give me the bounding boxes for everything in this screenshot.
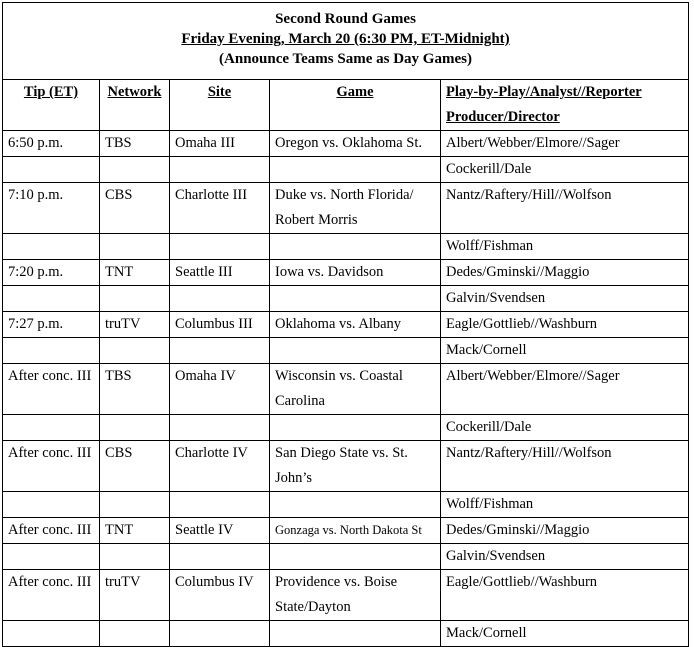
title-line-1: Second Round Games [275, 11, 416, 27]
producers-cell: Galvin/Svendsen [441, 286, 689, 312]
table-row [3, 286, 689, 312]
tip-cell: After conc. III [3, 570, 100, 621]
announcers-cell: Eagle/Gottlieb//Washburn [441, 312, 689, 338]
tip-cell: 6:50 p.m. [3, 131, 100, 157]
document-title [3, 3, 689, 80]
game-cell: Providence vs. Boise State/Dayton [270, 570, 441, 621]
col-header-game: Game [270, 80, 441, 131]
col-header-network: Network [100, 80, 170, 131]
title-line-2: Friday Evening, March 20 (6:30 PM, ET-Midnight) [181, 31, 510, 47]
col-header-crew [441, 80, 689, 131]
col-header-site: Site [170, 80, 270, 131]
table-row [3, 621, 689, 647]
table-row [3, 518, 689, 544]
game-cell: Gonzaga vs. North Dakota St [270, 518, 441, 544]
site-cell: Omaha IV [170, 364, 270, 415]
game-cell: Duke vs. North Florida/ Robert Morris [270, 183, 441, 234]
table-row [3, 570, 689, 621]
game-cell: Iowa vs. Davidson [270, 260, 441, 286]
site-cell: Columbus III [170, 312, 270, 338]
title-row [3, 3, 689, 80]
site-cell: Charlotte III [170, 183, 270, 234]
table-row [3, 441, 689, 492]
table-row [3, 260, 689, 286]
announcers-cell: Nantz/Raftery/Hill//Wolfson [441, 183, 689, 234]
table-row [3, 338, 689, 364]
game-cell: Wisconsin vs. Coastal Carolina [270, 364, 441, 415]
producers-cell: Mack/Cornell [441, 621, 689, 647]
tip-cell: 7:10 p.m. [3, 183, 100, 234]
col-header-producers: Producer/Director [446, 109, 560, 125]
network-cell: TBS [100, 131, 170, 157]
producers-cell: Wolff/Fishman [441, 492, 689, 518]
site-cell: Omaha III [170, 131, 270, 157]
table-row [3, 415, 689, 441]
network-cell: truTV [100, 570, 170, 621]
table-row [3, 157, 689, 183]
site-cell: Seattle III [170, 260, 270, 286]
col-header-tip: Tip (ET) [3, 80, 100, 131]
schedule-table [2, 2, 689, 647]
network-cell: TBS [100, 364, 170, 415]
site-cell: Seattle IV [170, 518, 270, 544]
producers-cell: Wolff/Fishman [441, 234, 689, 260]
table-row [3, 544, 689, 570]
game-cell: San Diego State vs. St. John’s [270, 441, 441, 492]
producers-cell: Galvin/Svendsen [441, 544, 689, 570]
network-cell: TNT [100, 518, 170, 544]
network-cell: TNT [100, 260, 170, 286]
announcers-cell: Albert/Webber/Elmore//Sager [441, 131, 689, 157]
announcers-cell: Eagle/Gottlieb//Washburn [441, 570, 689, 621]
table-row [3, 234, 689, 260]
producers-cell: Cockerill/Dale [441, 157, 689, 183]
site-cell: Columbus IV [170, 570, 270, 621]
announcers-cell: Dedes/Gminski//Maggio [441, 260, 689, 286]
title-line-3: (Announce Teams Same as Day Games) [219, 51, 472, 67]
tip-cell: After conc. III [3, 518, 100, 544]
producers-cell: Cockerill/Dale [441, 415, 689, 441]
column-header-row [3, 80, 689, 131]
table-row [3, 312, 689, 338]
producers-cell: Mack/Cornell [441, 338, 689, 364]
announcers-cell: Albert/Webber/Elmore//Sager [441, 364, 689, 415]
network-cell: CBS [100, 183, 170, 234]
tip-cell: After conc. III [3, 441, 100, 492]
network-cell: CBS [100, 441, 170, 492]
table-row [3, 131, 689, 157]
announcers-cell: Nantz/Raftery/Hill//Wolfson [441, 441, 689, 492]
network-cell: truTV [100, 312, 170, 338]
site-cell: Charlotte IV [170, 441, 270, 492]
game-cell: Oklahoma vs. Albany [270, 312, 441, 338]
tip-cell: 7:27 p.m. [3, 312, 100, 338]
tip-cell: 7:20 p.m. [3, 260, 100, 286]
tip-cell: After conc. III [3, 364, 100, 415]
table-row [3, 183, 689, 234]
schedule-document [2, 2, 688, 647]
table-row [3, 364, 689, 415]
announcers-cell: Dedes/Gminski//Maggio [441, 518, 689, 544]
game-cell: Oregon vs. Oklahoma St. [270, 131, 441, 157]
col-header-announcers: Play-by-Play/Analyst//Reporter [446, 84, 642, 100]
table-row [3, 492, 689, 518]
